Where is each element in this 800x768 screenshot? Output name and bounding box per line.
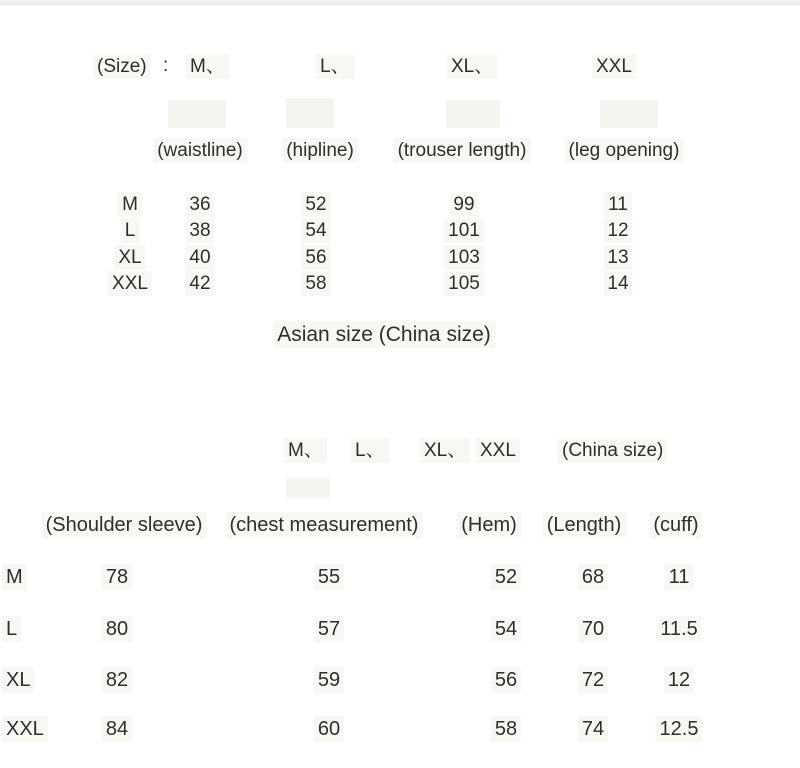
cell-leg-opening: 14 [603, 271, 632, 296]
cell-chest: 55 [314, 564, 344, 590]
cell-hipline: 52 [301, 192, 330, 217]
size-line-prefix: (Size) [93, 54, 151, 79]
cell-hem: 52 [491, 564, 521, 590]
cell-chest: 57 [314, 616, 344, 642]
divider-label: Asian size (China size) [273, 321, 495, 348]
cell-cuff: 11.5 [656, 616, 701, 642]
column-header-shoulder-sleeve: (Shoulder sleeve) [42, 512, 207, 538]
cell-chest: 60 [314, 716, 344, 742]
top-table-row [0, 564, 800, 590]
top-size-line [0, 438, 800, 464]
ghost-artifact [168, 100, 226, 128]
top-table-row [0, 716, 800, 742]
cell-hem: 56 [491, 667, 521, 693]
cell-waistline: 42 [185, 271, 214, 296]
column-header-length: (Length) [543, 512, 626, 538]
cell-trouser-length: 99 [449, 192, 478, 217]
size-option-m: M、 [284, 438, 327, 463]
pants-table-row [0, 192, 800, 218]
top-header-row [0, 512, 800, 538]
pants-table-row [0, 218, 800, 244]
column-header-waistline: (waistline) [153, 138, 247, 163]
cell-length: 70 [578, 616, 608, 642]
size-option-xxl: XXL [592, 54, 636, 79]
row-size-label: XL [114, 245, 145, 270]
region-label: (China size) [558, 438, 667, 463]
row-size-label: L [121, 218, 140, 243]
cell-length: 72 [578, 667, 608, 693]
column-header-hipline: (hipline) [282, 138, 358, 163]
cell-trouser-length: 103 [444, 245, 484, 270]
row-size-label: L [2, 616, 21, 642]
cell-cuff: 11 [665, 564, 694, 590]
top-table-row [0, 667, 800, 693]
row-size-label: XXL [2, 716, 48, 742]
row-size-label: M [2, 564, 27, 590]
cell-hem: 54 [491, 616, 521, 642]
cell-shoulder-sleeve: 82 [102, 667, 132, 693]
cell-hipline: 58 [301, 271, 330, 296]
cell-cuff: 12.5 [656, 716, 703, 742]
cell-waistline: 36 [185, 192, 214, 217]
cell-length: 74 [578, 716, 608, 742]
pants-size-line [0, 54, 800, 80]
cell-waistline: 40 [185, 245, 214, 270]
column-header-chest-measurement: (chest measurement) [226, 512, 423, 538]
row-size-label: XL [2, 667, 34, 693]
cell-trouser-length: 101 [444, 218, 484, 243]
column-header-hem: (Hem) [457, 512, 521, 538]
cell-leg-opening: 12 [603, 218, 632, 243]
cell-shoulder-sleeve: 78 [102, 564, 132, 590]
cell-chest: 59 [314, 667, 344, 693]
cell-shoulder-sleeve: 84 [102, 716, 132, 742]
cell-hipline: 56 [301, 245, 330, 270]
size-option-l: L、 [351, 438, 389, 463]
cell-leg-opening: 11 [604, 192, 632, 217]
size-option-m: M、 [186, 54, 229, 79]
ghost-artifact [600, 100, 658, 128]
size-option-l: L、 [316, 54, 354, 79]
size-line-colon: : [163, 55, 169, 76]
cell-cuff: 12 [664, 667, 694, 693]
cell-trouser-length: 105 [444, 271, 484, 296]
ghost-artifact [286, 98, 334, 128]
column-header-trouser-length: (trouser length) [394, 138, 531, 163]
size-option-xl: XL、 [420, 438, 470, 463]
row-size-label: XXL [108, 271, 152, 296]
ghost-artifact [446, 100, 500, 128]
pants-table-row [0, 271, 800, 297]
cell-hipline: 54 [301, 218, 330, 243]
cell-leg-opening: 13 [603, 245, 632, 270]
pants-table-row [0, 245, 800, 271]
pants-header-row [0, 138, 800, 164]
size-option-xxl: XXL [476, 438, 520, 463]
top-table-row [0, 616, 800, 642]
cell-length: 68 [578, 564, 608, 590]
column-header-leg-opening: (leg opening) [565, 138, 684, 163]
size-option-xl: XL、 [447, 54, 497, 79]
ghost-artifact [286, 478, 330, 498]
row-size-label: M [118, 192, 142, 217]
column-header-cuff: (cuff) [649, 512, 702, 538]
cell-shoulder-sleeve: 80 [102, 616, 132, 642]
cell-waistline: 38 [185, 218, 214, 243]
cell-hem: 58 [491, 716, 521, 742]
top-strip [0, 0, 800, 5]
